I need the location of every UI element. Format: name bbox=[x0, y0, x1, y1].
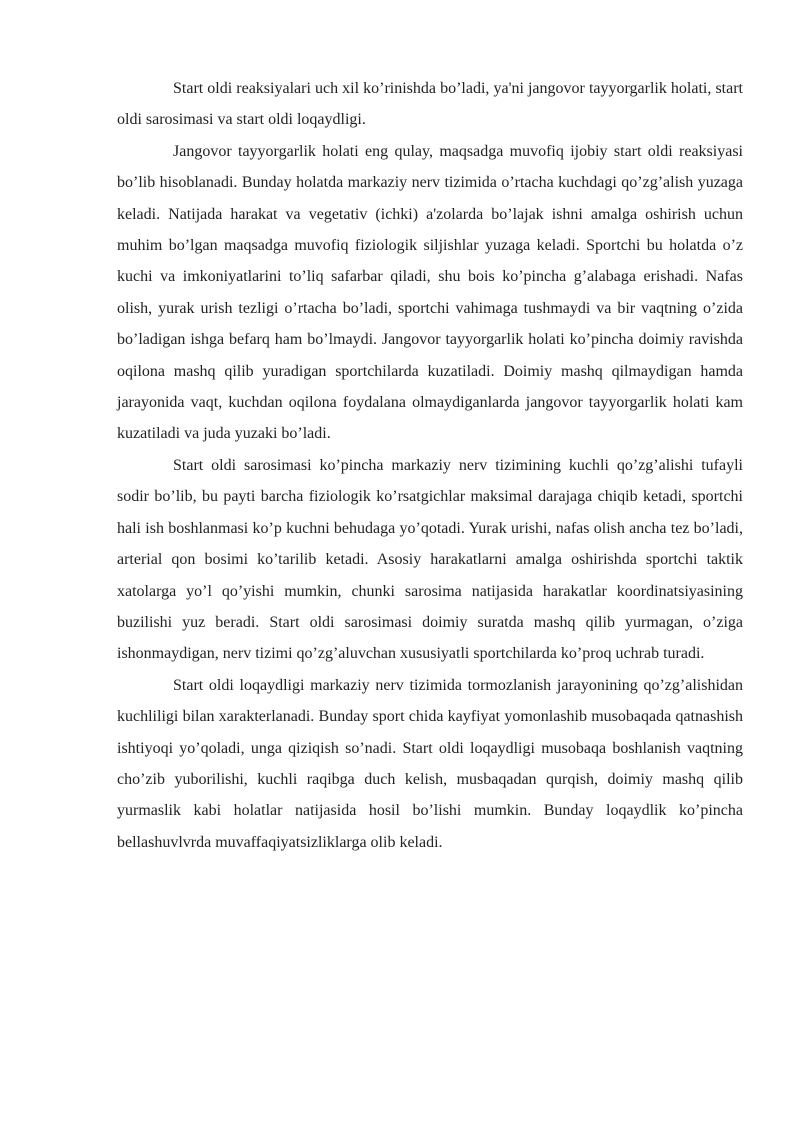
paragraph-start-reactions-intro: Start oldi reaksiyalari uch xil ko’rinishda bo’ladi, ya'ni jangovor tayyorgarlik holati, start oldi sarosimasi va start oldi loqaydligi. bbox=[117, 80, 743, 129]
paragraph-combat-readiness: Jangovor tayyorgarlik holati eng qulay, maqsadga muvofiq ijobiy start oldi reaksiyasi bo’lib hisoblanadi. Bunday holatda markaziy nerv tizimida o’rtacha kuchdagi qo’zg’alish yuzaga keladi. Natijada harakat va vegetativ (ichki) a'zolarda bo’lajak ishni amalga oshirish uchun muhim bo’lgan maqsadga muvofiq fiziologik siljishlar yuzaga keladi. Sportchi bu holatda o’z kuchi va imkoniyatlarini to’liq safarbar qiladi, shu bois ko’pincha g’alabaga erishadi. Nafas olish, yurak urish tezligi o’rtacha bo’ladi, sportchi vahimaga tushmaydi va bir vaqtning o’zida bo’ladigan ishga befarq ham bo’lmaydi. Jangovor tayyorgarlik holati ko’pincha doimiy ravishda oqilona mashq qilib yuradigan sportchilarda kuzatiladi. Doimiy mashq qilmaydigan hamda jarayonida vaqt, kuchdan oqilona foydalana olmaydiganlarda jangovor tayyorgarlik holati kam kuzatiladi va juda yuzaki bo’ladi. bbox=[117, 142, 743, 443]
paragraph-start-apathy: Start oldi loqaydligi markaziy nerv tizimida tormozlanish jarayonining qo’zg’alishidan kuchliligi bilan xarakterlanadi. Bunday sport chida kayfiyat yomonlashib musobaqada qatnashish ishtiyoqi yo’qoladi, unga qiziqish so’nadi. Start oldi loqaydligi musobaqa boshlanish vaqtning cho’zib yuborilishi, kuchli raqibga duch kelish, musbaqadan qurqish, doimiy mashq qilib yurmaslik kabi holatlar natijasida hosil bo’lishi mumkin. Bunday loqaydlik ko’pincha bellashuvlvrda muvaffaqiyatsizliklarga olib keladi. bbox=[117, 676, 743, 851]
body-text bbox=[117, 73, 743, 858]
paragraph-start-fever: Start oldi sarosimasi ko’pincha markaziy nerv tizimining kuchli qo’zg’alishi tufayli sodir bo’lib, bu payti barcha fiziologik ko’rsatgichlar maksimal darajaga chiqib ketadi, sportchi hali ish boshlanmasi ko’p kuchni behudaga yo’qotadi. Yurak urishi, nafas olish ancha tez bo’ladi, arterial qon bosimi ko’tarilib ketadi. Asosiy harakatlarni amalga oshirishda sportchi taktik xatolarga yo’l qo’yishi mumkin, chunki sarosima natijasida harakatlar koordinatsiyasining buzilishi yuz beradi. Start oldi sarosimasi doimiy suratda mashq qilib yurmagan, o’ziga ishonmaydigan, nerv tizimi qo’zg’aluvchan xususiyatli sportchilarda ko’proq uchrab turadi. bbox=[117, 456, 743, 663]
